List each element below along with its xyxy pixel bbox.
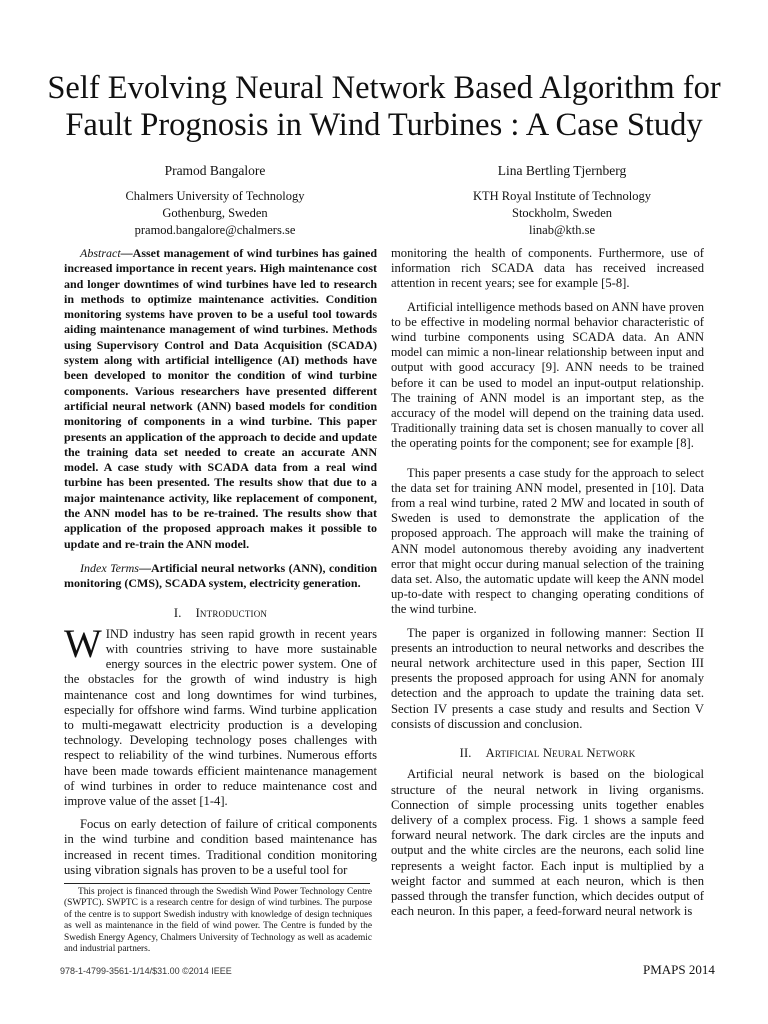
author-name: Lina Bertling Tjernberg <box>497 163 627 178</box>
section-heading-ann <box>391 746 704 761</box>
intro-paragraph-text: IND industry has seen rapid growth in recent years with countries striving to have more sustainable energy sources in the electric power system. One of the obstacles for the growth of wind industry is high maintenance cost and long downtimes for wind turbines, especially for offshore wind farms. Wind turbine application to multi-megawatt electricity production is a developing technology. Developing technology poses challenges with respect to reliability of the wind turbines. Numerous efforts have been made towards efficient maintenance management of wind turbines in order to reduce maintenance cost and improve value of the asset [1-4]. <box>64 626 377 808</box>
drop-cap: W <box>64 620 102 666</box>
paper-title: Self Evolving Neural Network Based Algorithm for Fault Prognosis in Wind Turbines : A Case Study <box>47 70 721 143</box>
body-paragraph: Artificial neural network is based on the biological structure of the neural network in living organisms. Connection of simple processing units together enables delivery of a complex process. Fig. 1 shows a sample feed forward neural network. The dark circles are the inputs and output and the white circles are the neurons, each solid line represents a weight factor. Each input is multiplied by a weight factor and summed at each neuron, which is then passed through the transfer function, which decides output of each neuron. In this paper, a feed-forward neural network is <box>391 767 704 919</box>
author-block <box>65 162 365 239</box>
author-name: Pramod Bangalore <box>164 163 266 178</box>
index-terms-label: Index Terms <box>80 560 139 575</box>
abstract-label: Abstract <box>80 246 121 260</box>
intro-paragraph: Focus on early detection of failure of critical components in the wind turbine and condition based maintenance has increased in recent times. Traditional condition monitoring using vibration signals has proven to be a useful tool for <box>64 817 377 877</box>
body-paragraph: This paper presents a case study for the approach to select the data set for training ANN model, presented in [10]. Data from a real wind turbine, rated 2 MW and located in south of Sweden is used to demonstrate the application of the proposed approach. The approach will make the training of ANN model autonomous thereby avoiding any inadvertent error that might occur during manual selection of the training data set. Also, the automatic update will keep the ANN model up-to-date with respect to changing operating conditions of the wind turbine. <box>391 465 704 617</box>
body-paragraph: Artificial intelligence methods based on ANN have proven to be effective in modeling normal behavior characteristic of wind turbine components using SCADA data. An ANN model can mimic a non-linear relationship between input and output with good accuracy [9]. ANN needs to be trained before it can be used to model an input-output relationship. The training of ANN model is an important step, as the accuracy of the model will depend on the training data used. Traditionally training data set is chosen manually to cover all the operating points for the component; see for example [8]. <box>391 299 704 451</box>
index-terms-text: —Artificial neural networks (ANN), condition monitoring (CMS), SCADA system, electricity generation. <box>64 560 377 591</box>
author-block <box>412 162 712 239</box>
abstract <box>64 246 377 552</box>
conference-name: PMAPS 2014 <box>643 962 715 977</box>
right-column <box>391 246 704 919</box>
copyright-line: 978-1-4799-3561-1/14/$31.00 ©2014 IEEE <box>60 966 232 976</box>
author-location: Gothenburg, Sweden <box>162 206 268 220</box>
author-location: Stockholm, Sweden <box>512 206 612 220</box>
left-column <box>64 246 377 878</box>
body-paragraph: monitoring the health of components. Furthermore, use of information rich SCADA data has received increased attention in recent years; see for example [5-8]. <box>391 246 704 291</box>
author-email: linab@kth.se <box>528 223 595 237</box>
footnote-divider <box>64 883 370 884</box>
intro-paragraph <box>64 620 377 809</box>
author-email: pramod.bangalore@chalmers.se <box>134 223 296 237</box>
abstract-text: —Asset management of wind turbines has gained increased importance in recent years. High maintenance cost and longer downtimes of wind turbines have led to research in methods to optimize maintenance activities. Condition monitoring systems have proven to be a useful tool towards aiding maintenance management of wind turbines. Methods using Supervisory Control and Data Acquisition (SCADA) system along with artificial intelligence (AI) methods have been developed to monitor the condition of wind turbine components. Various researchers have presented different artificial neural network (ANN) based models for condition monitoring of components in a wind turbine. This paper presents an application of the approach to decide and update the training data set needed to create an accurate ANN model. A case study with SCADA data from a real wind turbine has been presented. The results show that due to a major maintenance activity, like replacement of component, the ANN model has to be re-trained. The results show that application of the proposed approach makes it possible to update and re-train the ANN model. <box>64 246 377 551</box>
footnote <box>64 887 372 955</box>
section-heading-introduction <box>64 606 377 621</box>
section-number: II. <box>459 746 472 761</box>
author-affiliation: KTH Royal Institute of Technology <box>472 189 652 203</box>
index-terms <box>64 561 377 592</box>
section-number: I. <box>173 605 182 620</box>
author-affiliation: Chalmers University of Technology <box>125 189 305 203</box>
body-paragraph: The paper is organized in following manner: Section II presents an introduction to neural networks and describes the neural network architecture used in this paper, Section III presents the proposed approach for using ANN for anomaly detection and the approach to update the training data set. Section IV presents a case study and results and Section V consists of discussion and conclusion. <box>391 625 704 731</box>
section-title: Introduction <box>195 605 268 620</box>
footnote-text: This project is financed through the Swedish Wind Power Technology Centre (SWPTC). SWPTC is a research centre for design of wind turbines. The purpose of the centre is to support Swedish industry with knowledge of design techniques as well as maintenance in the field of wind power. The Centre is funded by the Swedish Energy Agency, Chalmers University of Technology as well as academic and industrial partners. <box>64 887 372 955</box>
section-title: Artificial Neural Network <box>485 746 636 761</box>
